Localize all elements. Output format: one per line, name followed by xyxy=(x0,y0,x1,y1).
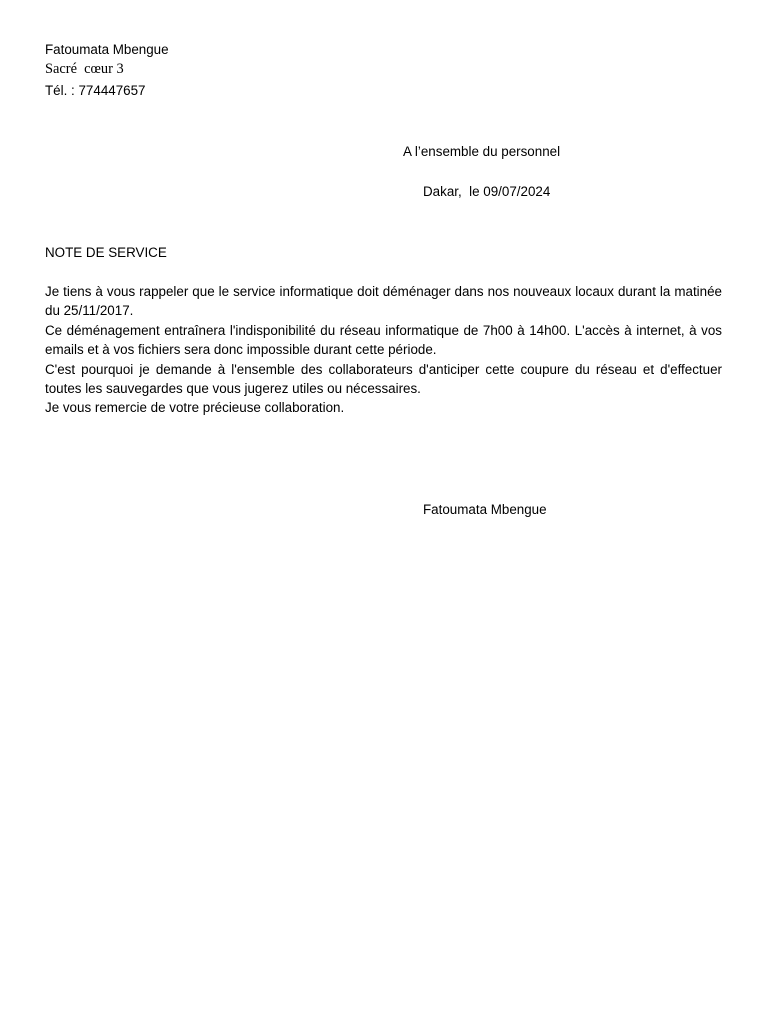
body-paragraph: Ce déménagement entraînera l'indisponibilité du réseau informatique de 7h00 à 14h00. L'accès à internet, à vos emails et à vos fichiers sera donc impossible durant cette période. xyxy=(45,322,722,358)
place-date: Dakar, le 09/07/2024 xyxy=(423,184,551,199)
signature-name: Fatoumata Mbengue xyxy=(423,502,547,517)
document-subject: NOTE DE SERVICE xyxy=(45,245,167,260)
recipient-line: A l’ensemble du personnel xyxy=(403,144,561,159)
body-paragraph: Je tiens à vous rappeler que le service informatique doit déménager dans nos nouveaux locaux durant la matinée du 25/11/2017. xyxy=(45,284,722,319)
sender-address: Sacré cœur 3 xyxy=(45,61,124,77)
body-paragraph: Je vous remercie de votre précieuse collaboration. xyxy=(45,400,345,416)
document-body xyxy=(45,282,722,418)
sender-name: Fatoumata Mbengue xyxy=(45,42,169,57)
sender-phone: Tél. : 774447657 xyxy=(45,83,146,98)
body-paragraph: C'est pourquoi je demande à l'ensemble des collaborateurs d'anticiper cette coupure du réseau et d'effectuer toutes les sauvegardes que vous jugerez utiles ou nécessaires. xyxy=(45,361,722,397)
